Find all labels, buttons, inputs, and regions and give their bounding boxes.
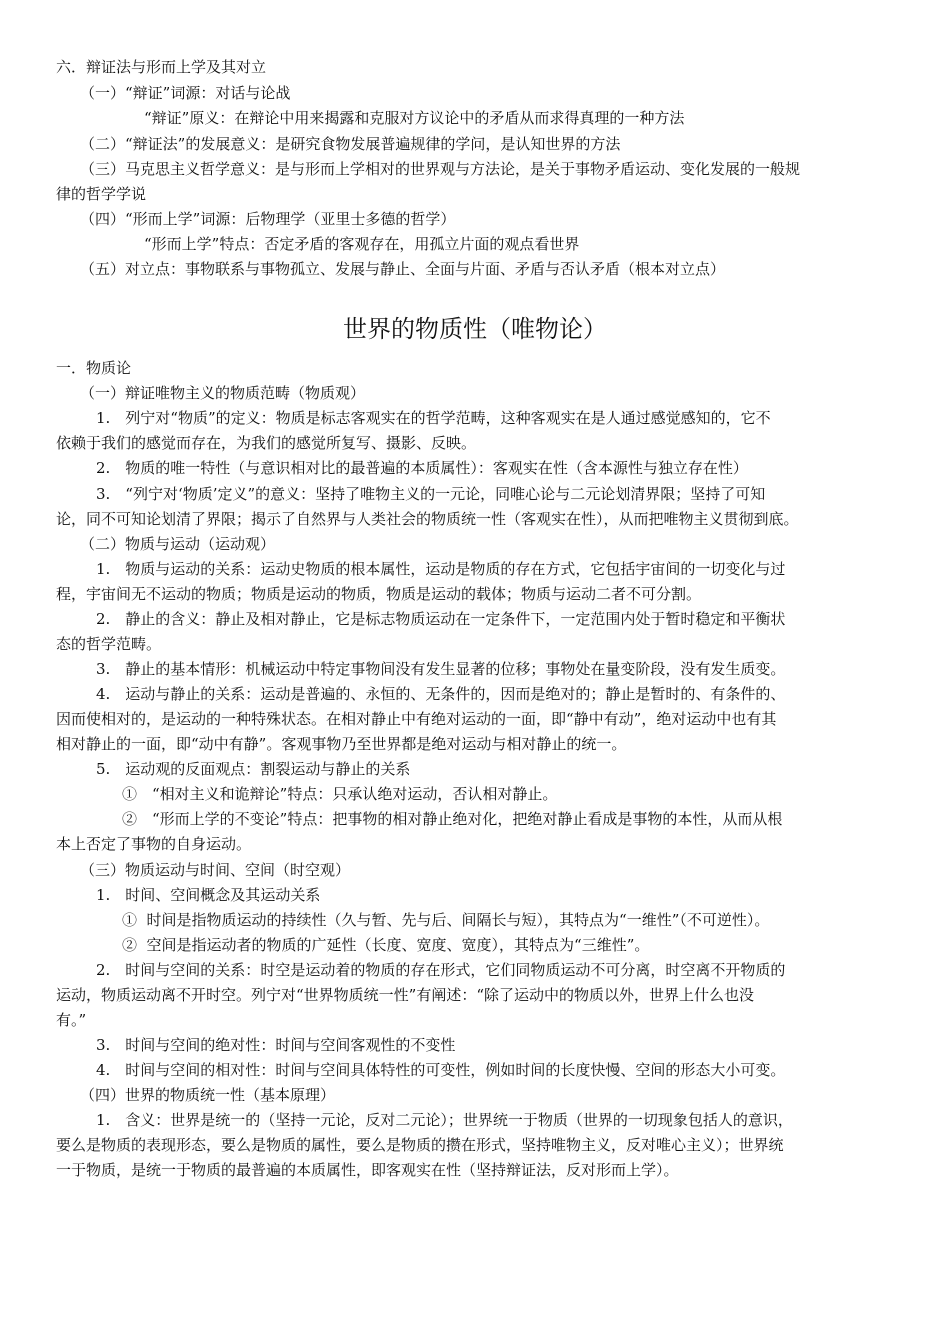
paragraph-line: 程，宇宙间无不运动的物质；物质是运动的物质，物质是运动的载体；物质与运动二者不可分割。	[56, 585, 702, 603]
paragraph-line: （五）对立点：事物联系与事物孤立、发展与静止、全面与片面、矛盾与否认矛盾（根本对立点）	[80, 260, 726, 278]
paragraph-line: 论，同不可知论划清了界限；揭示了自然界与人类社会的物质统一性（客观实在性），从而把唯物主义贯彻到底。	[56, 510, 799, 528]
subsection-heading: （三）物质运动与时间、空间（时空观）	[80, 861, 351, 879]
chapter-title: 世界的物质性（唯物论）	[343, 315, 607, 343]
paragraph-line: “辩证”原义：在辩论中用来揭露和克服对方议论中的矛盾从而求得真理的一种方法	[144, 109, 685, 127]
paragraph-line: 一于物质，是统一于物质的最普遍的本质属性，即客观实在性（坚持辩证法，反对形而上学）。	[56, 1161, 679, 1179]
section-heading: 一．物质论	[56, 359, 132, 377]
paragraph-line: 因而使相对的，是运动的一种特殊状态。在相对静止中有绝对运动的一面，即“静中有动”，绝对运动中也有其	[56, 710, 777, 728]
paragraph-line: ① 时间是指物质运动的持续性（久与暂、先与后、间隔长与短），其特点为“一维性”（不可逆性）。	[122, 911, 770, 929]
paragraph-line: “形而上学”特点：否定矛盾的客观存在，用孤立片面的观点看世界	[144, 235, 580, 253]
paragraph-line: 3. 静止的基本情形：机械运动中特定事物间没有发生显著的位移；事物处在量变阶段，没有发生质变。	[96, 660, 786, 678]
paragraph-line: 1. 含义：世界是统一的（坚持一元论，反对二元论）；世界统一于物质（世界的一切现象包括人的意识，	[96, 1111, 793, 1129]
paragraph-line: 相对静止的一面，即“动中有静”。客观事物乃至世界都是绝对运动与相对静止的统一。	[56, 735, 627, 753]
paragraph-line: 有。”	[56, 1011, 87, 1029]
paragraph-line: 运动，物质运动离不开时空。列宁对“世界物质统一性”有阐述：“除了运动中的物质以外，世界上什么也没	[56, 986, 755, 1004]
paragraph-line: （二）“辩证法”的发展意义：是研究食物发展普遍规律的学问，是认知世界的方法	[80, 135, 621, 153]
paragraph-line: 1. 列宁对“物质”的定义：物质是标志客观实在的哲学范畴，这种客观实在是人通过感觉感知的，它不	[96, 409, 771, 427]
subsection-heading: （二）物质与运动（运动观）	[80, 535, 276, 553]
paragraph-line: 4. 时间与空间的相对性：时间与空间具体特性的可变性，例如时间的长度快慢、空间的形态大小可变。	[96, 1061, 786, 1079]
paragraph-line: 律的哲学学说	[56, 185, 147, 203]
paragraph-line: 2. 静止的含义：静止及相对静止，它是标志物质运动在一定条件下，一定范围内处于暂时稳定和平衡状	[96, 610, 786, 628]
paragraph-line: 本上否定了事物的自身运动。	[56, 835, 252, 853]
paragraph-line: 态的哲学范畴。	[56, 635, 162, 653]
paragraph-line: ① “相对主义和诡辩论”特点：只承认绝对运动，否认相对静止。	[122, 785, 558, 803]
paragraph-line: 2. 时间与空间的关系：时空是运动着的物质的存在形式，它们同物质运动不可分离，时空离不开物质的	[96, 961, 786, 979]
subsection-heading: （四）世界的物质统一性（基本原理）	[80, 1086, 336, 1104]
section-heading: 六．辩证法与形而上学及其对立	[56, 58, 267, 76]
paragraph-line: 1. 时间、空间概念及其运动关系	[96, 886, 321, 904]
paragraph-line: （三）马克思主义哲学意义：是与形而上学相对的世界观与方法论，是关于事物矛盾运动、变化发展的一般规	[80, 160, 801, 178]
paragraph-line: 4. 运动与静止的关系：运动是普遍的、永恒的、无条件的，因而是绝对的；静止是暂时的、有条件的、	[96, 685, 786, 703]
subsection-heading: （一）辩证唯物主义的物质范畴（物质观）	[80, 384, 366, 402]
paragraph-line: 5. 运动观的反面观点：割裂运动与静止的关系	[96, 760, 411, 778]
paragraph-line: 依赖于我们的感觉而存在，为我们的感觉所复写、摄影、反映。	[56, 434, 477, 452]
paragraph-line: 2. 物质的唯一特性（与意识相对比的最普遍的本质属性）：客观实在性（含本源性与独立存在性）	[96, 459, 748, 477]
paragraph-line: 3. 时间与空间的绝对性：时间与空间客观性的不变性	[96, 1036, 456, 1054]
paragraph-line: 3. “列宁对‘物质’定义”的意义：坚持了唯物主义的一元论，同唯心论与二元论划清界限；坚持了可知	[96, 485, 766, 503]
paragraph-line: ② “形而上学的不变论”特点：把事物的相对静止绝对化，把绝对静止看成是事物的本性，从而从根	[122, 810, 783, 828]
paragraph-line: （一）“辩证”词源：对话与论战	[80, 84, 291, 102]
paragraph-line: （四）“形而上学”词源：后物理学（亚里士多德的哲学）	[80, 210, 456, 228]
paragraph-line: ② 空间是指运动者的物质的广延性（长度、宽度、宽度），其特点为“三维性”。	[122, 936, 650, 954]
paragraph-line: 要么是物质的表现形态，要么是物质的属性，要么是物质的攒在形式，坚持唯物主义，反对唯心主义）；世界统	[56, 1136, 784, 1154]
paragraph-line: 1. 物质与运动的关系：运动史物质的根本属性，运动是物质的存在方式，它包括宇宙间的一切变化与过	[96, 560, 786, 578]
